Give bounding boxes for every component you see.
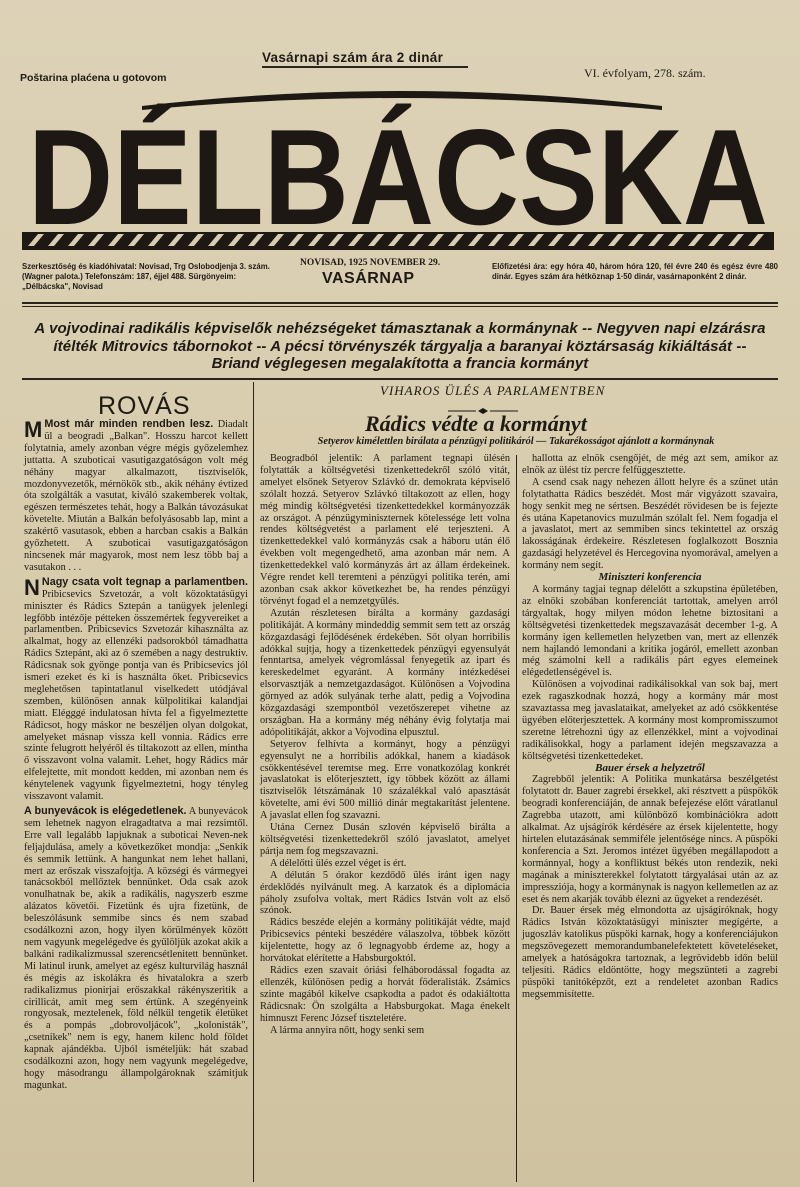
subscription-info: Előfizetési ára: egy hóra 40, három hóra 120, fél évre 240 és egész évre 480 dinár. Egyes szám ára hétköznap 1·50 dinár, vasárnaponként 2 dinár.: [492, 262, 778, 281]
price-notice: Vasárnapi szám ára 2 dinár: [262, 50, 444, 65]
subheading-bauer: Bauer érsek a helyzetről: [595, 761, 705, 774]
article-paragraph: A csend csak nagy nehezen állott helyre és a szünet után folytathatta Rádics beszédét. Most már vigyázott szavaira, hogy senkit meg ne sértsen. Beszédét rövidesen be is fejezte és utána Kapetanovics muzulmán szólalt fel. Nem fogadja el a javaslatot, mert az semmiben sincs tekintettel az ország lakosságának érdekeire. Részletesen foglalkozott Bosznia gazdasági helyzetével és Hercegovina nyomorával, amelyen a kormány nem segít.: [522, 476, 778, 572]
postage-note: Poštarina plaćena u gotovom: [20, 72, 167, 84]
ornament-divider: [448, 401, 518, 407]
editorial-office-info: Szerkesztőség és kiadóhivatal: Novisad, Trg Oslobodjenja 3. szám. (Wagner palota.) Telefonszám: 187, éjjel 488. Sürgönyeim: „Délbácska", Novisad: [22, 262, 270, 291]
article-kicker: VIHAROS ÜLÉS A PARLAMENTBEN: [380, 383, 606, 398]
rovas-text-3: A bunyevácok sem lehetnek nagyon elragadtatva a mai rezsimtől. Erre vall legalább lapjuknak a suboticai Neven-nek feljajdulása, amely a következőket mondja: „Senkik és semmik lettünk. A hangunkat nem lehet hallani, mert az erőszak visszafojtja. A községi és vármegyei tanácsokból mellőztek bennünket. Oda csak azok vonulhatnak be, akik a radikális, nagyszerb eszme alázatos követői. Fizetünk és ujra fizetünk, de beleszólásunk semmibe sincs és nem szabad csodálkozni azon, hogy ilyen körülmények között nem vagyunk megelégedve és gyűlöljük azokat akik a balkáni radikalizmussal szerencsétlenitett bennünket. Mi latinul irunk, amelyet az egész kulturvilág használ és mégis az iskolákra és hivatalokra a szerb radikalizmus pionirjai erőszakkal rákényszeritik a cirillicát, amit meg sem értünk. A szegényeink rongyosak, meztelenek, föld nélkül tengetik életüket és a pompás „dobrovoljácok", „kolonisták", „csetnikek" nem is egy, hanem kilenc hold földet kapnak ajándékba. Ujból ismételjük: hát szabad csodálkozni azon, hogy nem vagyunk megelégedve, hogy másodrangu állampolgároknak számitjuk magunkat.: [24, 806, 248, 1091]
article-paragraph: A délután 5 órakor kezdődő ülés iránt igen nagy érdeklődés nyilvánult meg. A karzatok és a diplomácia páholy zsufolva voltak, mert Rádics István volt az első szónok.: [260, 869, 510, 917]
article-column-2-part-1: [522, 453, 778, 572]
article-column-2-part-2: [522, 584, 778, 763]
article-paragraph: A kormány tagjai tegnap délelőtt a szkupstina épületében, az elnöki szobában konferenciát tartottak, amelyen arról tárgyaltak, hogy milyen módon lehetne biztositani a költségvetési tizenkettedek megszavazását december 1-g. A kormány igen kellemetlen helyzetben van, mert az ellenzék nem hajlandó lemondani a kritika jogáról, emellett azonban még számolni kell a radikális párt egyes elemeinek elégedetlenségével is.: [522, 583, 778, 679]
article-paragraph: Zagrebből jelentik: A Politika munkatársa beszélgetést folytatott dr. Bauer zagrebi érsekkel, aki résztvett a püspökök beogradi konferenciáján, de annak befejezése előtt váratlanul Zagrebba utazott, ami különböző kombinációkra adott alkalmat. Az ujságírók kérdésére az érsek kijelentette, hogy hirtelen elutazásának semmiféle jelentősége nincs. A püspöki konferencia a Szt. Jeromos intézet ügyében megállapodott a kormánnyal, hogy a konfliktust békés uton rendezik, neki magának a miniszterekkel folytatott tárgyalásai után az az impressziója, hogy a kormánynak is nagyon kellemetlen az az eset és nem akarják tovább élezni az ügyeket a rendezését.: [522, 774, 778, 905]
masthead-title: DÉLBÁCSKA: [28, 101, 768, 253]
rovas-lead-2: Nagy csata volt tegnap a parlamentben.: [41, 575, 248, 588]
day-name: VASÁRNAP: [322, 270, 415, 287]
article-paragraph: A lárma annyira nőtt, hogy senki sem: [270, 1024, 425, 1036]
rovas-heading: ROVÁS: [98, 392, 191, 420]
article-paragraph: Setyerov felhívta a kormányt, hogy a pénzügyi egyensulyt ne a horribilis adókkal, hanem a kiadások csökkentésével teremtse meg. Erre vonatkozólag konkrét javaslatokat is előterjesztett, így többek között az állami tisztviselők létszámának 10 százalékkal való apasztását követelte, ami évi 500 millió dinár megtakarítást jelentene. A javaslat ellen fog szavazni.: [260, 738, 510, 822]
article-paragraph: Különösen a vojvodinai radikálisokkal van sok baj, mert ezek ragaszkodnak hozzá, hogy a kormány már most szavaztassa meg javaslataikat, amelyeket az adó csökkentése ügyében előterjesztettek. A kormány most kompromisszumot szeretne létrehozni úgy az ellenzékkel, mint a vojvodinai radikálisokkal, hogy a parlament idején megszavazza a költségvetési tizenkettedeket.: [522, 679, 778, 762]
masthead: [22, 82, 774, 254]
article-paragraph: Azután részletesen bírálta a kormány gazdasági politikáját. A kormány mindeddig semmit sem tett az ország közgazdasági fejlődésének érdekében. Sőt olyan horribilis adókkal sujtja, hogy a tizenkettedek pénzügyi egyensulyát fenntartsa, amelyek végromlással fenyegetik az ipart és kereskedelmet egyaránt. A kormány intézkedései elsorvasztják a nemzetgazdaságot. Különösen a Vojvodina görnyed az adók sulyának terhe alatt, pedig a Vojvodina közgazdasági szempontból vezetőszerepet vihetne az országban. Ha a kormány még néhány évig folytatja mai adópolitikáját, akkor a Vojvodina elpusztul.: [260, 607, 510, 738]
article-deck: Setyerov kimélettlen birálata a pénzügyi politikáról — Takarékosságot ajánlott a kormánynak: [317, 436, 715, 447]
price-underline: [262, 66, 468, 68]
article-paragraph: Utána Cernez Dusán szlovén képviselő birálta a költségvetési tizenkettedekről szóló javaslatot, amelyet pártja nem fog megszavazni.: [260, 822, 510, 857]
article-paragraph: Rádics beszéde elején a kormány politikáját védte, majd Pribicsevics pénteki beszédére válaszolva, többek között kijelentette, hogy az ő legnagyobb érdeme az, hogy a horvátokat elérítette a Habsburgoktól.: [260, 917, 510, 965]
article-paragraph: Dr. Bauer érsek még elmondotta az ujságíróknak, hogy Rádics István közoktatásügyi miniszter megígérte, a jugoszláv katolikus püspöki karnak, hogy a konferenciájukon megszövegezett memorandumbanelefektetett követeléseket, amelyek a hatóságokra tartoznak, a legrövidebb időn belül teljesíti. Rádics eldöntötte, hogy megszünteti a zagrebi püspöki tanitóképzőt, ezt a rendeletet azonban Radics megsemmisítette.: [522, 905, 778, 1000]
volume-number: VI. évfolyam, 278. szám.: [584, 66, 706, 80]
dateline: NOVISAD, 1925 NOVEMBER 29.: [300, 258, 441, 268]
subheading-ministers: Miniszteri konferencia: [598, 571, 702, 584]
column-divider-right: [516, 455, 517, 1182]
rovas-column: M Most már minden rendben lesz. Diadalt ül a beogradi „Balkan". Hosszu harcot kellett folytatnia, amely azonban végre mégis győzelemhez juttatta. A szuboticai vasutigazgatóságon volt még néhány magyar alkalmazott, tisztviselők, mozdonyvezetők, mérnökök stb., akik néhány évtized óta szolgálták a vasutat, kiváló szakemberek voltak, egészen természetes tehát, hogy a Balkán távozásukat követelte. Miután a Balkán befolyásosabb lap, mint a szakértő vasutasok, ebben a harcban csakis a Balkán győzhetett. A szuboticai vasutigazgatóságon nincsenek már magyarok, most nem lesz több baj a vasutakon . . . N Nagy csata volt tegnap a parlamentben. Pribicsevics Szvetozár, a volt közoktatásügyi miniszter és Rádics Sztepán a tanügyek jelenlegi legfőbb intézője pétteken összemértek fegyvereiket a parlamentben. Pribicsevics Szvetozár kihasználta az alkalmat, hogy az ellenzéki padsorokból támadhatta Rádics Sztepánt, aki az ő szemében a nagy destruktiv. Rádicsnak sok gyönge pontja van és Pribicsevics jól ismeri ezeket és ki is használta őket. Pribicsevics meglehetősen tapintatlanul viselkedett utódjával szemben, különösen annak külpolitikai kalandjai miatt. Elégggé indulatosan hívta fel a figyelmeztette Rádicsot, hogy máskor ne beszéljen olyan dolgokat, amelyeket másnap vissza kell vonnia. Rádics erre szinte felugrott helyéről és tiltakozott az ellen, mintha ő visszavont volna valamit. Lehet, hogy Rádics már elfelejtette, mit mondott kedden, mi azonban nem és kénytelenek vagyunk figyelmeztetni, hogy tényleg visszavont valamit. A bunyevácok is elégedetlenek. A bunyevácok sem lehetnek nagyon elragadtatva a mai rezsimtől. Erre vall legalább lapjuknak a suboticai Neven-nek feljajdulása, amely a következőket mondja: „Senkik és semmik lettünk. A hangunkat nem lehet hallani, mert az erőszak visszafojtja. A községi és vármegyei tanácsokból mellőztek bennünket. Oda csak azok vonulhatnak be, akik a radikális, nagyszerb eszme alázatos követői. Fizetünk és ujra fizetünk, de beleszólásunk semmibe sincs és nem szabad csodálkozni azon, hogy ilyen körülmények között nem vagyunk megelégedve és gyűlöljük azokat akik a balkáni radikalizmussal szerencsétlenitett bennünket. Mi latinul irunk, amelyet az egész kulturvilág használ és mégis az iskolákra és hivatalokra a szerb radikalizmus pionirjai erőszakkal rákényszeritik a cirillicát, amit meg sem értünk. A szegényeink rongyosak, meztelenek, föld nélkül tengetik életüket és a pompás „dobrovoljácok", „kolonisták", „csetnikek" nem is egy, hanem kilenc hold földet kapnak ajándékba. Ujból ismételjük: hát szabad csodálkozni azon, hogy nem vagyunk megelégedve, hogy másodrangu állampolgároknak számitjuk magunkat.: [24, 417, 248, 1091]
rovas-text-2: Pribicsevics Szvetozár, a volt közoktatásügyi miniszter és Rádics Sztepán a tanügyek jelenlegi legfőbb intézője pétteken összemértek fegyvereiket a parlamentben. Pribicsevics Szvetozár kihasználta az alkalmat, hogy az ellenzéki padsorokból támadhatta Rádics Sztepánt, aki az ő szemében a nagy destruktiv. Rádicsnak sok gyönge pontja van és Pribicsevics jól ismeri ezeket és ki is használta őket. Pribicsevics meglehetősen tapintatlanul viselkedett utódjával szemben, különösen annak külpolitikai kalandjai miatt. Elégggé indulatosan hívta fel a figyelmeztette Rádicsot, hogy máskor ne beszéljen olyan dolgokat, amelyeket másnap vissza kell vonnia. Rádics erre szinte felugrott helyéről és tiltakozott az ellen, mintha ő visszavont volna valamit. Lehet, hogy Rádics már elfelejtette, mit mondott kedden, mi azonban nem és kénytelenek vagyunk figyelmeztetni, hogy tényleg visszavont valamit.: [24, 588, 248, 803]
front-headline: A vojvodinai radikális képviselők nehézségeket támasztanak a kormánynak -- Negyven napi elzárásra ítélték Mitrovics tábornokot -- A pécsi törvényszék tárgyalja a baranyai köztársaság kikiáltását -- Briand véglegesen megalakította a francia kormányt: [34, 320, 766, 372]
article-paragraph: Beogradból jelentik: A parlament tegnapi ülésén folytatták a költségvetési tizenkettedekről szóló vitát, amelyet elsőnek Setyerov Szlávkó dr. demokrata képviselő szólalt hozzá. Setyerov Szlávkó tiltakozott az ellen, hogy még mindig költségvetési tizenkettedekkel kormányozzák az országot. A pénzügyminiszternek kötelessége lett volna rendes költségvetést a parlament elé terjeszteni. A tizenkettedekkel való kormányzás csak a háboru után élő években volt megengedhető, ama azonban már nem. A tizenkettedekkel való kormányzás árt az állam érdekeinek. Végre rendet kell teremteni a pénzügyi politika terén, ami azonban csak akkor következhet be, ha rendes pénzügyi törvényt fogad el a nemzetgyűlés.: [260, 453, 510, 607]
article-title: Rádics védte a kormányt: [365, 411, 587, 436]
rovas-lead-3: A bunyevácok is elégedetlenek.: [24, 805, 187, 817]
rovas-text-1: Diadalt ül a beogradi „Balkan". Hosszu harcot kellett folytatnia, amely azonban végre mégis győzelemhez juttatta. A szuboticai vasutigazgatóságon volt még néhány magyar alkalmazott, tisztviselők, mozdonyvezetők, mérnökök stb., akik néhány évtized óta szolgálták a vasutat, kiváló szakemberek voltak, egészen természetes tehát, hogy a Balkán távozásukat követelte. Miután a Balkán befolyásosabb lap, mint a szakértő vasutasok, ebben a harcban csakis a Balkán győzhetett. A szuboticai vasutigazgatóságon nincsenek már magyarok, most nem lesz több baj a vasutakon . . .: [24, 419, 248, 573]
rovas-lead-1: Most már minden rendben lesz.: [44, 418, 214, 430]
article-paragraph: hallotta az elnök csengőjét, de még azt sem, amikor az elnök az ülést tíz percre felfüggesztette.: [522, 453, 778, 476]
column-divider-left: [253, 382, 254, 1182]
article-paragraph: A délelőtti ülés ezzel véget is ért.: [270, 857, 407, 869]
article-column-2-part-3: [522, 774, 778, 1000]
headline-rule: [22, 378, 778, 380]
header-rule: [22, 302, 778, 304]
article-paragraph: Rádics ezen szavait óriási felháborodással fogadta az ellenzék, különösen pedig a horvát föderalisták. Zsámics szinte magából kikelve csapkodta a padot és odakiáltotta Rádicsnak: Ön szolgálta a Habsburgokat. Maga énekelt himnuszt Ferenc József tiszteletére.: [260, 964, 510, 1024]
article-column-1: [260, 453, 510, 1181]
header-rule-thin: [22, 306, 778, 307]
article-column-2: [522, 453, 778, 1181]
